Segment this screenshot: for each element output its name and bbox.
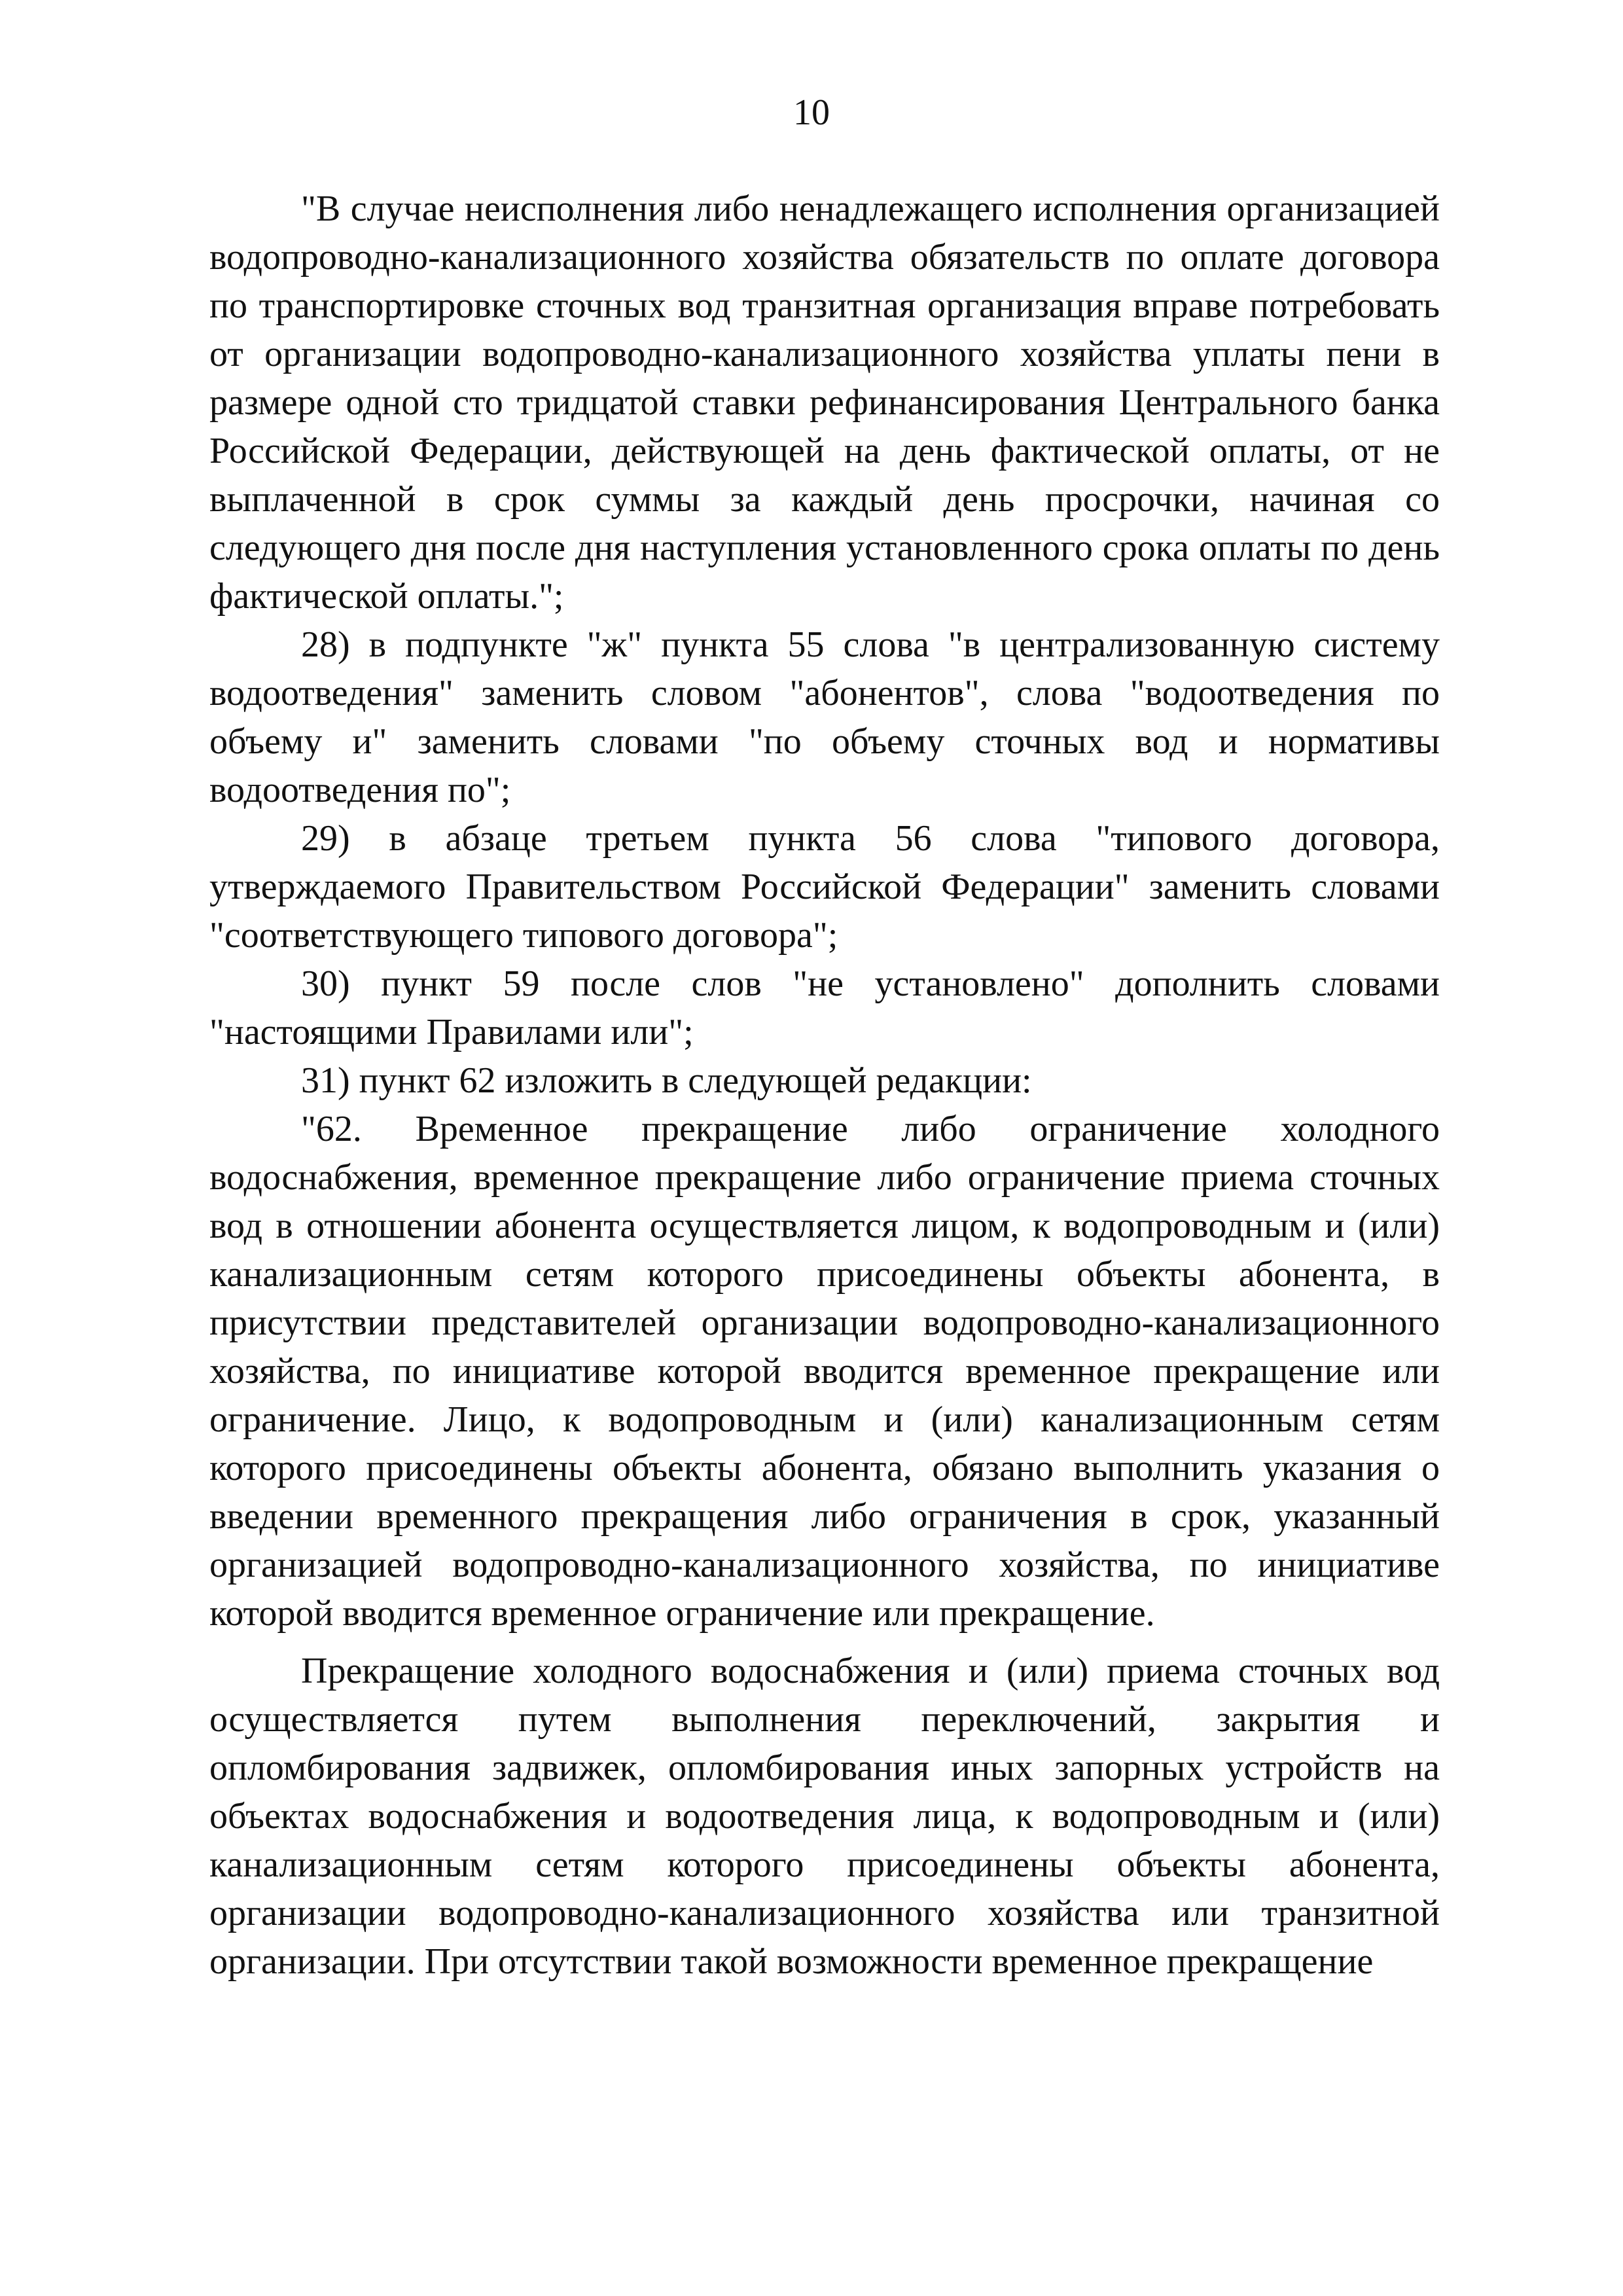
paragraph-item-29: 29) в абзаце третьем пункта 56 слова "типового договора, утверждаемого Правительством Российской Федерации" заменить словами "соответствующего типового договора";	[209, 818, 1440, 956]
document-body	[209, 185, 1440, 1986]
page-number: 10	[793, 92, 830, 133]
paragraph-penalty-clause: "В случае неисполнения либо ненадлежащего исполнения организацией водопроводно-канализационного хозяйства обязательств по оплате договора по транспортировке сточных вод транзитная организация вправе потребовать от организации водопроводно-канализационного хозяйства уплаты пени в размере одной сто тридцатой ставки рефинансирования Центрального банка Российской Федерации, действующей на день фактической оплаты, от не выплаченной в срок суммы за каждый день просрочки, начиная со следующего дня после дня наступления установленного срока оплаты по день фактической оплаты.";	[209, 188, 1440, 617]
paragraph-clause-62: "62. Временное прекращение либо ограничение холодного водоснабжения, временное прекращение либо ограничение приема сточных вод в отношении абонента осуществляется лицом, к водопроводным и (или) канализационным сетям которого присоединены объекты абонента, в присутствии представителей организации водопроводно-канализационного хозяйства, по инициативе которой вводится временное прекращение или ограничение. Лицо, к водопроводным и (или) канализационным сетям которого присоединены объекты абонента, обязано выполнить указания о введении временного прекращения либо ограничения в срок, указанный организацией водопроводно-канализационного хозяйства, по инициативе которой вводится временное ограничение или прекращение.	[209, 1109, 1440, 1634]
paragraph-termination: Прекращение холодного водоснабжения и (или) приема сточных вод осуществляется путем выполнения переключений, закрытия и опломбирования задвижек, опломбирования иных запорных устройств на объектах водоснабжения и водоотведения лица, к водопроводным и (или) канализационным сетям которого присоединены объекты абонента, организации водопроводно-канализационного хозяйства или транзитной организации. При отсутствии такой возможности временное прекращение	[209, 1651, 1440, 1982]
paragraph-item-28: 28) в подпункте "ж" пункта 55 слова "в централизованную систему водоотведения" заменить словом "абонентов", слова "водоотведения по объему и" заменить словами "по объему сточных вод и нормативы водоотведения по";	[209, 624, 1440, 810]
paragraph-item-31: 31) пункт 62 изложить в следующей редакции:	[301, 1060, 1032, 1101]
paragraph-item-30: 30) пункт 59 после слов "не установлено" дополнить словами "настоящими Правилами или";	[209, 963, 1440, 1052]
